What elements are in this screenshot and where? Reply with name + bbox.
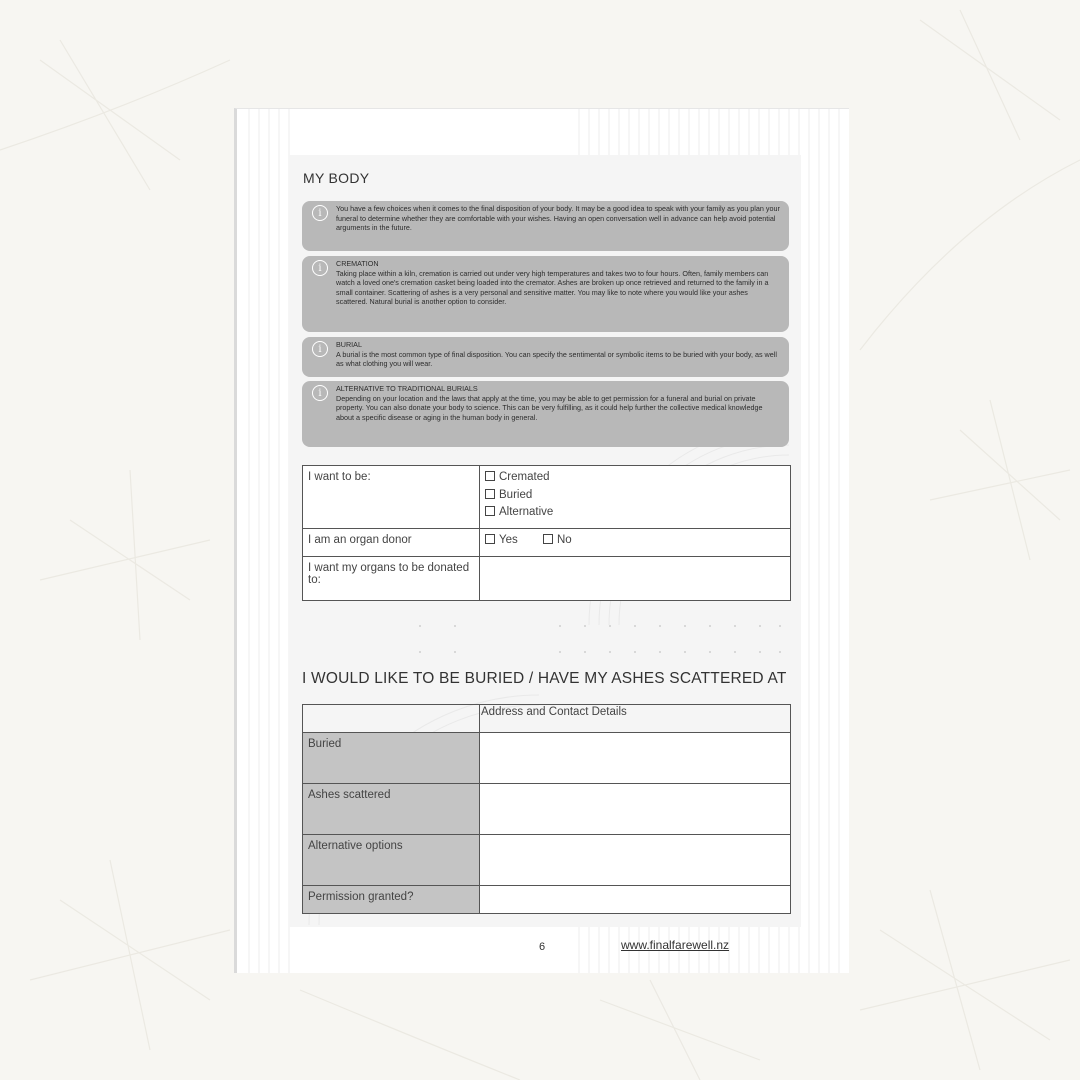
want-to-be-label: I want to be: [303, 466, 480, 529]
table-row [303, 529, 791, 557]
table-row [303, 557, 791, 601]
website-link[interactable]: www.finalfarewell.nz [621, 938, 730, 952]
alternative-options-field[interactable] [480, 835, 791, 886]
checkbox-cremated[interactable] [485, 471, 495, 481]
section-title-my-body: MY BODY [303, 170, 370, 186]
row-label-permission-granted: Permission granted? [303, 886, 480, 914]
option-buried[interactable]: Buried [485, 487, 785, 505]
ashes-scattered-address-field[interactable] [480, 784, 791, 835]
checkbox-buried[interactable] [485, 489, 495, 499]
want-to-be-options [480, 466, 791, 529]
body-preferences-table [302, 465, 791, 601]
info-box-text: Depending on your location and the laws that apply at the time, you may be able to get permission for a funeral and burial on private property. You can also donate your body to science. This can be very fulfilling, as it could help further the collective medical knowledge about a specific disease or aging in the human body in general. [336, 393, 763, 422]
info-icon: i [312, 205, 328, 221]
organs-donated-to-field[interactable] [480, 557, 791, 601]
faint-dotted-line [409, 625, 789, 627]
organ-donor-options [480, 529, 791, 557]
info-icon: i [312, 260, 328, 276]
info-box-burial [302, 337, 789, 377]
info-box-cremation [302, 256, 789, 332]
table-header-row [303, 705, 791, 733]
info-box-intro [302, 201, 789, 251]
option-cremated[interactable]: Cremated [485, 469, 785, 487]
organ-donor-label: I am an organ donor [303, 529, 480, 557]
row-label-alternative-options: Alternative options [303, 835, 480, 886]
table-row [303, 466, 791, 529]
document-page [234, 108, 849, 973]
table-row [303, 835, 791, 886]
buried-address-field[interactable] [480, 733, 791, 784]
organs-donated-to-label: I want my organs to be donated to: [303, 557, 480, 601]
checkbox-yes[interactable] [485, 534, 495, 544]
option-yes[interactable]: Yes [485, 534, 518, 546]
info-box-alternative [302, 381, 789, 447]
permission-granted-field[interactable] [480, 886, 791, 914]
info-box-title: CREMATION [336, 259, 379, 268]
table-header-blank [303, 705, 480, 733]
table-row [303, 886, 791, 914]
info-box-title: BURIAL [336, 340, 362, 349]
page-number: 6 [539, 941, 546, 953]
burial-location-table [302, 704, 791, 914]
row-label-ashes-scattered: Ashes scattered [303, 784, 480, 835]
option-no[interactable]: No [543, 534, 572, 546]
table-row [303, 733, 791, 784]
option-alternative[interactable]: Alternative [485, 504, 785, 522]
info-icon: i [312, 341, 328, 357]
row-label-buried: Buried [303, 733, 480, 784]
info-icon: i [312, 385, 328, 401]
checkbox-no[interactable] [543, 534, 553, 544]
table-header-address: Address and Contact Details [480, 705, 791, 733]
section-title-burial-location: I WOULD LIKE TO BE BURIED / HAVE MY ASHES SCATTERED AT [302, 670, 787, 687]
info-box-text: Taking place within a kiln, cremation is carried out under very high temperatures and takes two to four hours. Often, family members can watch a loved one's cremation casket being loaded into the cremator. Ashes are broken up once retrieved and returned to the family in a small container. Scattering of ashes is a very personal and sensitive matter. You may like to note where you would like your ashes scattered. Natural burial is another option to consider. [336, 268, 769, 307]
table-row [303, 784, 791, 835]
info-box-title: ALTERNATIVE TO TRADITIONAL BURIALS [336, 384, 478, 393]
content-panel [289, 155, 801, 927]
info-box-text: You have a few choices when it comes to the final disposition of your body. It may be a good idea to speak with your family as you plan your funeral to determine whether they are comfortable with your wishes. Having an open conversation well in advance can help avoid potential arguments in the future. [336, 204, 780, 233]
faint-dotted-line [409, 651, 789, 653]
checkbox-alternative[interactable] [485, 506, 495, 516]
info-box-text: A burial is the most common type of final disposition. You can specify the sentimental or symbolic items to be buried with your body, as well as what clothing you will wear. [336, 349, 777, 369]
